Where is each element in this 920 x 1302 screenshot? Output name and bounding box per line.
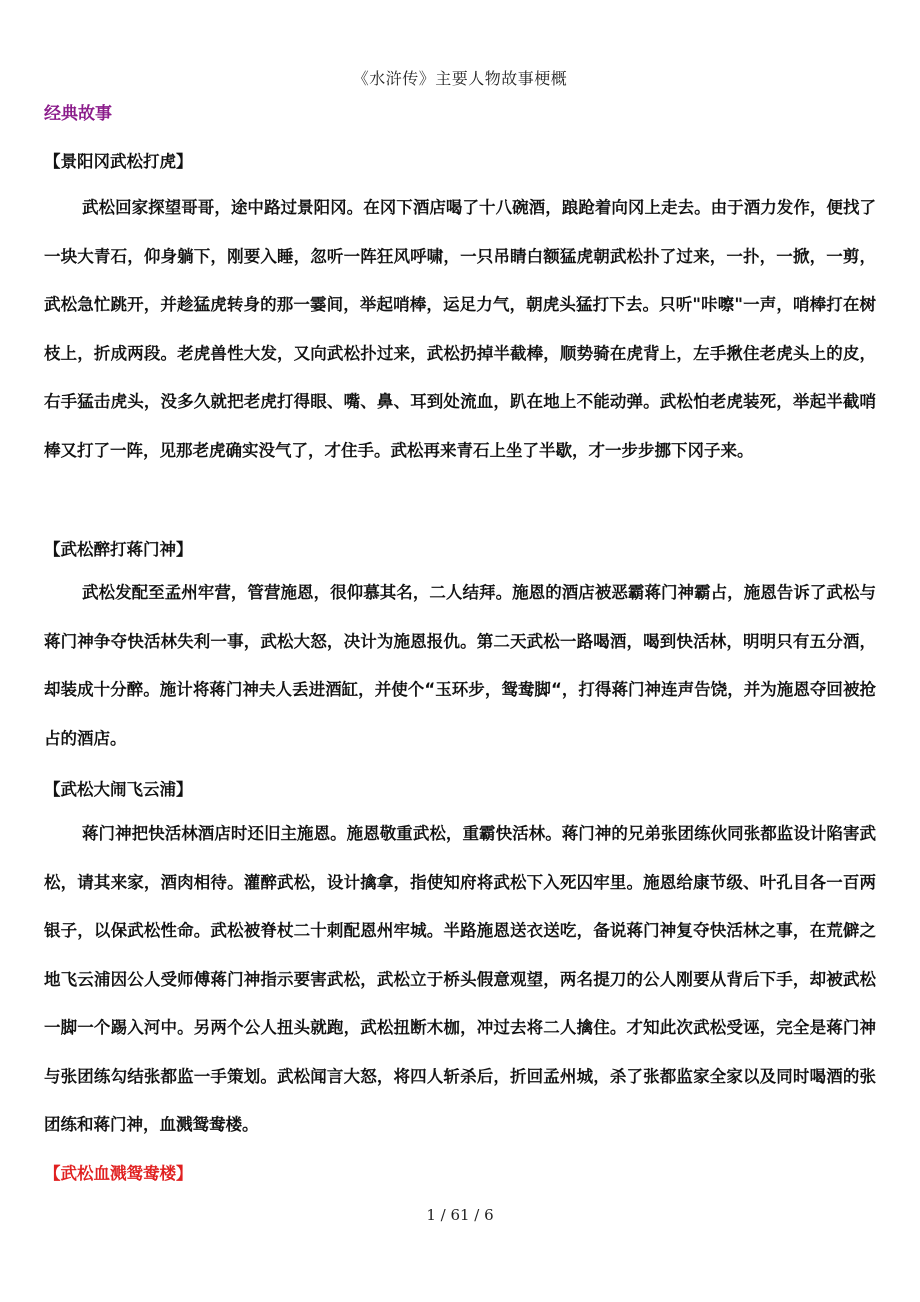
story-heading-2: 【武松醉打蒋门神】	[44, 540, 193, 559]
story-paragraph-2: 武松发配至孟州牢营，管营施恩，很仰慕其名，二人结拜。施恩的酒店被恶霸蒋门神霸占，施恩告诉了武松与蒋门神争夺快活林失利一事，武松大怒，决计为施恩报仇。第二天武松一路喝酒，喝到快活林，明明只有五分酒，却装成十分醉。施计将蒋门神夫人丢进酒缸，并使个“玉环步，鸳鸯脚“，打得蒋门神连声告饶，并为施恩夺回被抢占的酒店。	[44, 583, 876, 748]
story-paragraph-1: 武松回家探望哥哥，途中路过景阳冈。在冈下酒店喝了十八碗酒，踉跄着向冈上走去。由于酒力发作，便找了一块大青石，仰身躺下，刚要入睡，忽听一阵狂风呼啸，一只吊睛白额猛虎朝武松扑了过来，一扑，一掀，一剪，武松急忙跳开，并趁猛虎转身的那一霎间，举起哨棒，运足力气，朝虎头猛打下去。只听"咔嚓"一声，哨棒打在树枝上，折成两段。老虎兽性大发，又向武松扑过来，武松扔掉半截棒，顺势骑在虎背上，左手揪住老虎头上的皮，右手猛击虎头，没多久就把老虎打得眼、嘴、鼻、耳到处流血，趴在地上不能动弹。武松怕老虎装死，举起半截哨棒又打了一阵，见那老虎确实没气了，才住手。武松再来青石上坐了半歇，才一步步挪下冈子来。	[44, 198, 876, 460]
story-paragraph-3: 蒋门神把快活林酒店时还旧主施恩。施恩敬重武松，重霸快活林。蒋门神的兄弟张团练伙同张都监设计陷害武松，请其来家，酒肉相待。灌醉武松，设计擒拿，指使知府将武松下入死囚牢里。施恩给康节级、叶孔目各一百两银子，以保武松性命。武松被脊杖二十刺配恩州牢城。半路施恩送衣送吃，备说蒋门神复夺快活林之事，在荒僻之地飞云浦因公人受师傅蒋门神指示要害武松，武松立于桥头假意观望，两名提刀的公人刚要从背后下手，却被武松一脚一个踢入河中。另两个公人扭头就跑，武松扭断木枷，冲过去将二人擒住。才知此次武松受诬，完全是蒋门神与张团练勾结张都监一手策划。武松闻言大怒，将四人斩杀后，折回孟州城，杀了张都监家全家以及同时喝酒的张团练和蒋门神，血溅鸳鸯楼。	[44, 824, 876, 1134]
section-label: 经典故事	[44, 104, 112, 124]
document-title: 《水浒传》主要人物故事梗概	[352, 69, 568, 88]
page-indicator: 1 / 61 / 6	[426, 1206, 494, 1224]
story-heading-4: 【武松血溅鸳鸯楼】	[44, 1164, 193, 1183]
story-heading-1: 【景阳冈武松打虎】	[44, 152, 193, 171]
story-heading-3: 【武松大闹飞云浦】	[44, 780, 193, 799]
